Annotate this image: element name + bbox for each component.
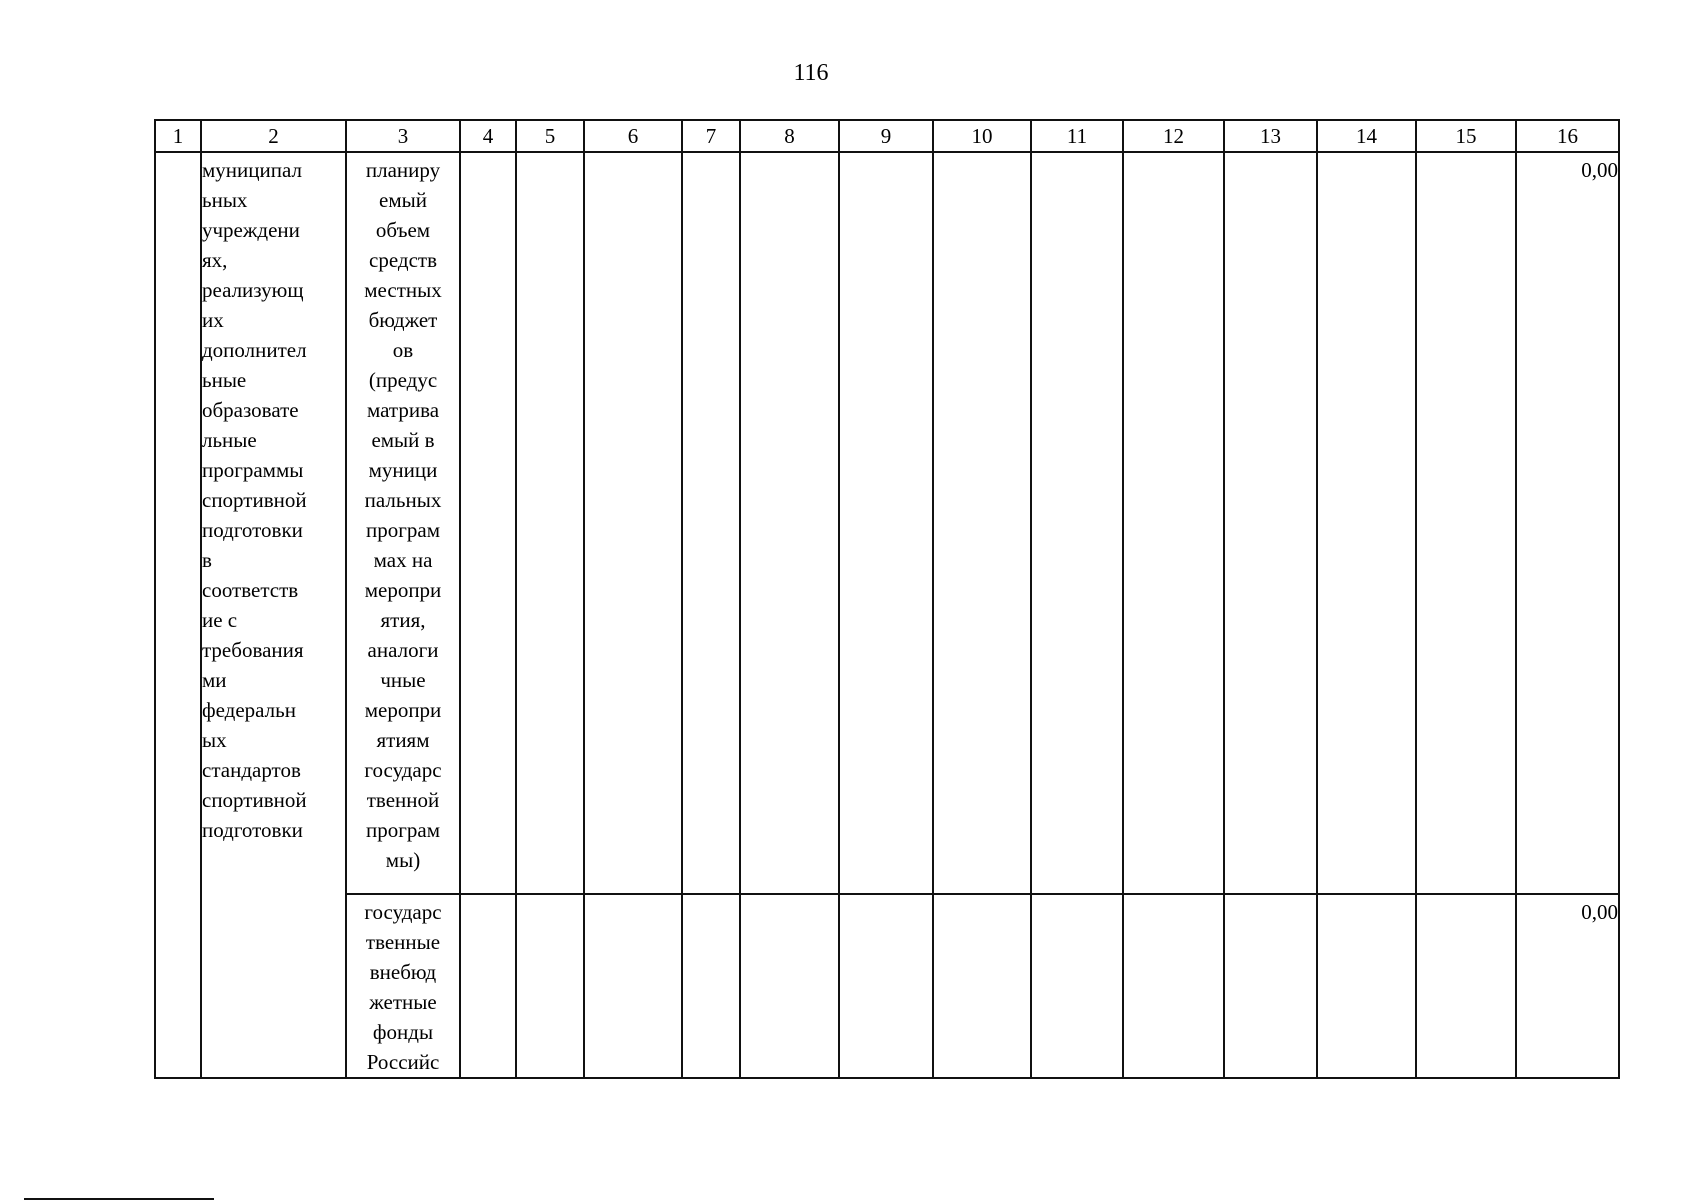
cell-col16 [1516,894,1619,1078]
column-header: 1 [155,120,201,152]
table-row [155,894,1619,1078]
cell-col2 [201,152,346,1078]
column-header: 3 [346,120,460,152]
column-header: 5 [516,120,584,152]
cell-col9 [839,894,933,1078]
cell-col11 [1031,894,1123,1078]
cell-col4 [460,894,516,1078]
cell-col13 [1224,152,1317,894]
cell-col10 [933,152,1031,894]
amount-value: 0,00 [1581,158,1618,182]
column-header: 4 [460,120,516,152]
cell-col3 [346,894,460,1078]
cell-col4 [460,152,516,894]
column-header: 16 [1516,120,1619,152]
cell-col15 [1416,894,1516,1078]
budget-table [154,119,1620,1079]
cell-col14 [1317,152,1416,894]
cell-col15 [1416,152,1516,894]
cell-col6 [584,152,682,894]
cell-col9 [839,152,933,894]
cell-col8 [740,894,839,1078]
amount-value: 0,00 [1581,900,1618,924]
cell-col16 [1516,152,1619,894]
cell-col5 [516,152,584,894]
cell-col10 [933,894,1031,1078]
cell-col13 [1224,894,1317,1078]
cell-col6 [584,894,682,1078]
funding-source: планиру емый объем средств местных бюджет ов (предус матрива емый в муници пальных програм мах на меропри ятия, аналоги чные меропри ятиям государс твенной програм мы) [364,158,442,872]
cell-col8 [740,152,839,894]
cell-col7 [682,894,740,1078]
cell-col1 [155,152,201,1078]
column-header: 13 [1224,120,1317,152]
column-header: 11 [1031,120,1123,152]
cell-col11 [1031,152,1123,894]
cell-col14 [1317,894,1416,1078]
column-header: 10 [933,120,1031,152]
table-row [155,152,1619,894]
header-row [155,120,1619,152]
column-header: 14 [1317,120,1416,152]
page-number: 116 [793,60,829,86]
cell-col12 [1123,152,1224,894]
cell-col5 [516,894,584,1078]
activity-description: муниципал ьных учреждени ях, реализующ их дополнител ьные образовате льные программы спортивной подготовки в соответств ие с требования ми федеральн ых стандартов спортивной подготовки [202,158,307,842]
cell-col3 [346,152,460,894]
column-header: 7 [682,120,740,152]
column-header: 8 [740,120,839,152]
column-header: 9 [839,120,933,152]
column-header: 12 [1123,120,1224,152]
funding-source: государс твенные внебюд жетные фонды Российс [364,900,442,1074]
column-header: 2 [201,120,346,152]
cell-col12 [1123,894,1224,1078]
cell-col7 [682,152,740,894]
column-header: 6 [584,120,682,152]
column-header: 15 [1416,120,1516,152]
